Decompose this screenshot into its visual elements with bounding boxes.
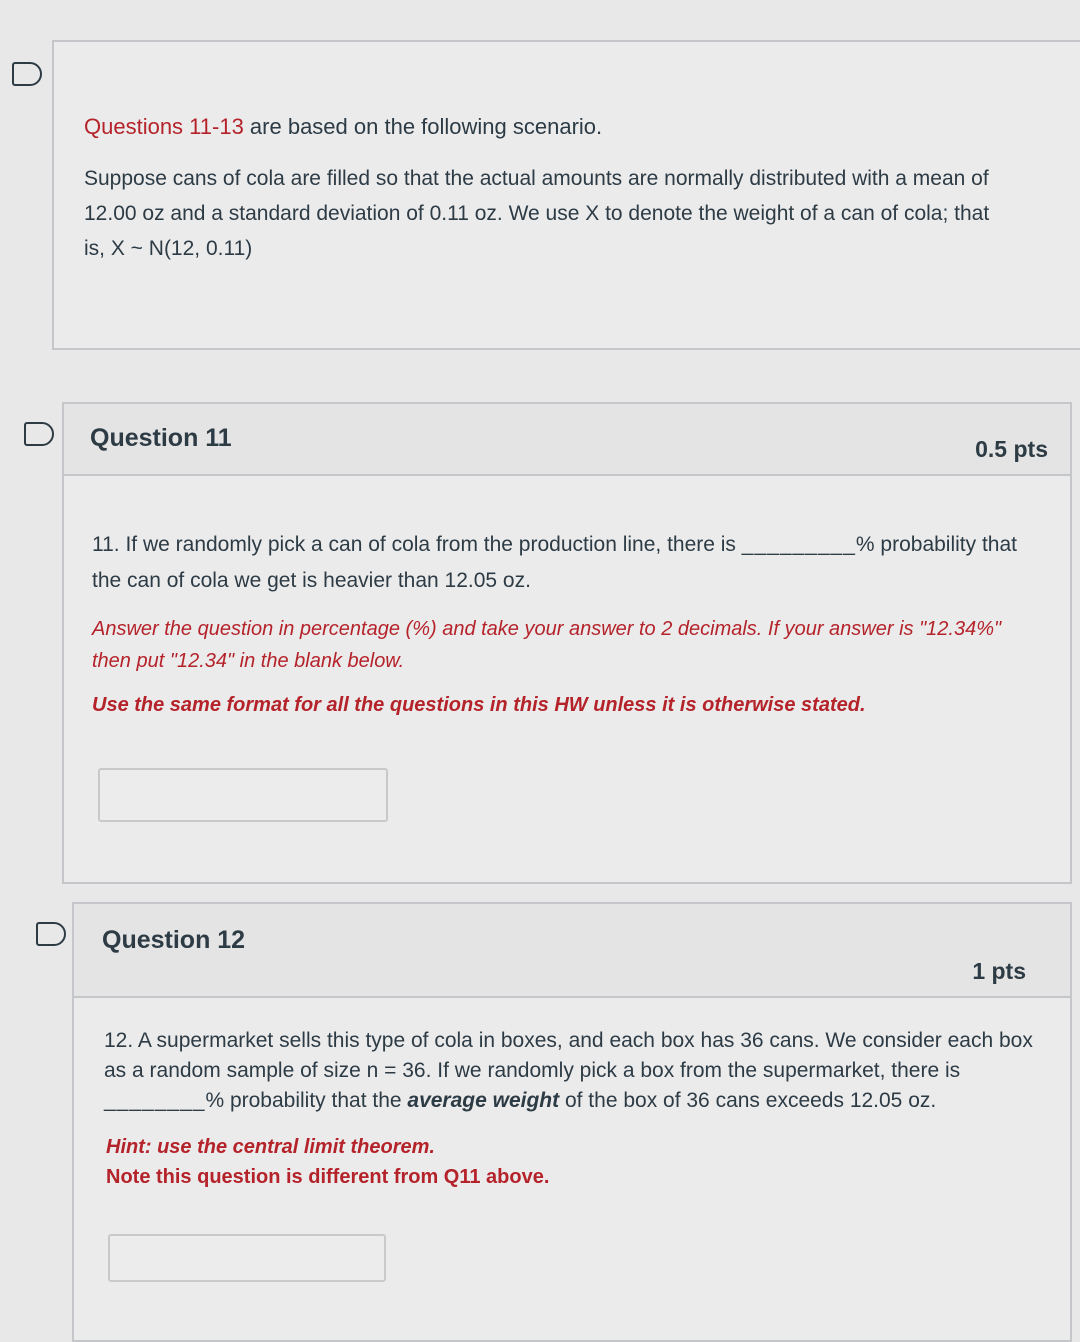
question-12-blank: ________: [104, 1089, 206, 1112]
question-11-answer-input[interactable]: [98, 768, 388, 822]
question-12-answer-input[interactable]: [108, 1234, 386, 1282]
intro-heading-suffix: are based on the following scenario.: [243, 114, 603, 139]
intro-line-3: is, X ~ N(12, 0.11): [84, 237, 253, 260]
question-12-text-line-2: as a random sample of size n = 36. If we randomly pick a box from the supermarket, there is: [104, 1059, 961, 1082]
question-12-hint: Hint: use the central limit theorem.: [106, 1136, 435, 1158]
question-11-text-line-1: [92, 528, 1017, 562]
question-11-card: [62, 402, 1072, 884]
question-11-instruction-1: Answer the question in percentage (%) and take your answer to 2 decimals. If your answer is "12.34%": [92, 618, 1002, 640]
question-11-points: 0.5 pts: [975, 436, 1048, 462]
question-12-text-b: of the box of 36 cans exceeds 12.05 oz.: [559, 1089, 937, 1112]
question-12-text-line-3: [104, 1084, 936, 1118]
intro-line-2: 12.00 oz and a standard deviation of 0.11 oz. We use X to denote the weight of a can of cola; that: [84, 202, 990, 225]
question-12-text-line-1: 12. A supermarket sells this type of cola in boxes, and each box has 36 cans. We consider each box: [104, 1029, 1033, 1052]
question-11-text-a: 11. If we randomly pick a can of cola from the production line, there is: [92, 533, 742, 556]
question-12-title: Question 12: [102, 926, 246, 954]
question-11-instruction-2: then put "12.34" in the blank below.: [92, 650, 405, 672]
question-12-note: Note this question is different from Q11 above.: [106, 1166, 550, 1188]
question-11-text-line-2: the can of cola we get is heavier than 12.05 oz.: [92, 569, 531, 592]
question-11-text-b: % probability that: [855, 533, 1017, 556]
question-12-points: 1 pts: [972, 958, 1026, 984]
intro-heading: [84, 110, 602, 144]
question-11-header: [64, 404, 1070, 476]
question-12-header: [74, 904, 1070, 998]
intro-line-1: Suppose cans of cola are filled so that the actual amounts are normally distributed with a mean of: [84, 167, 989, 190]
intro-heading-prefix: Questions 11-13: [84, 114, 244, 139]
flag-question-11-icon[interactable]: [24, 422, 54, 446]
question-11-instruction-3: Use the same format for all the questions in this HW unless it is otherwise stated.: [92, 694, 866, 716]
question-11-blank: _________: [741, 533, 856, 556]
bookmark-icon[interactable]: [12, 62, 42, 86]
question-11-title: Question 11: [90, 424, 232, 452]
question-12-card: [72, 902, 1072, 1342]
intro-card: [52, 40, 1080, 350]
question-12-average-weight: average weight: [407, 1089, 560, 1112]
question-12-text-a: % probability that the: [205, 1089, 408, 1112]
flag-question-12-icon[interactable]: [36, 922, 66, 946]
